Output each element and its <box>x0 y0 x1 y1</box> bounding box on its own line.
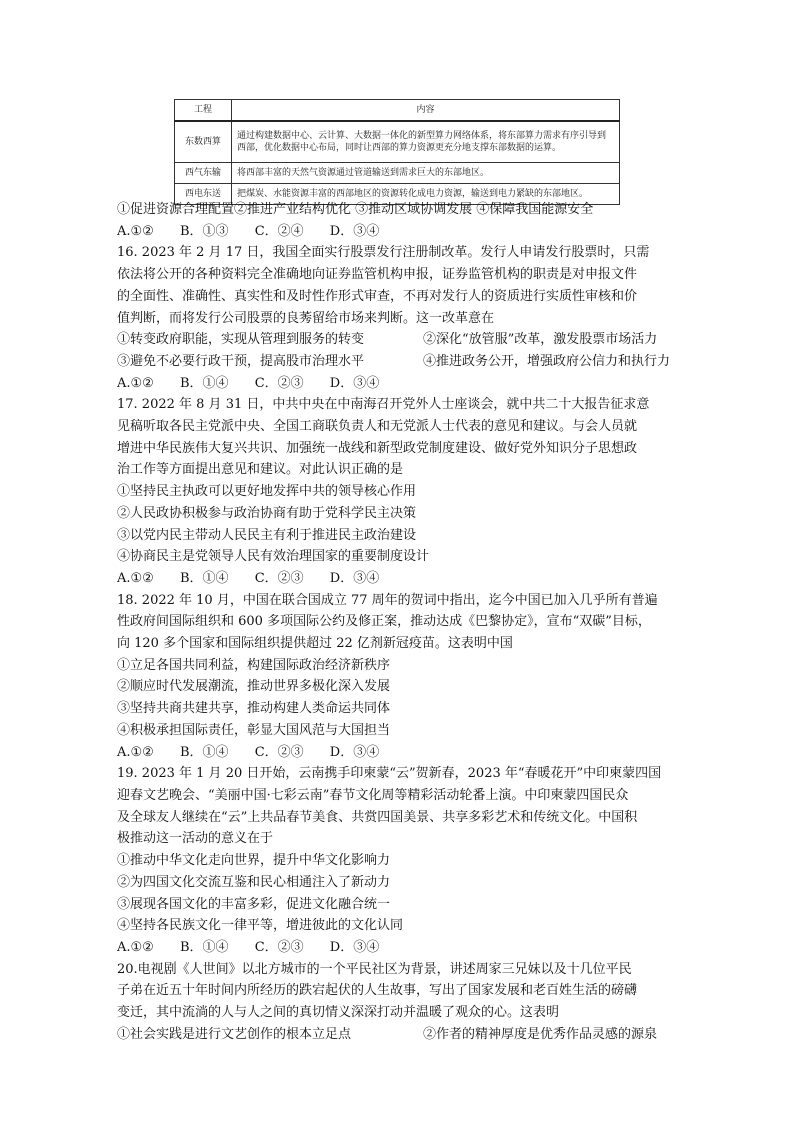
table-cell-content: 将西部丰富的天然气资源通过管道输送到需求巨大的东部地区。 <box>232 163 620 184</box>
question-stem-line: 迎春文艺晚会、“美丽中国·七彩云南”春节文化周等精彩活动轮番上演。中印柬蒙四国民众 <box>117 787 629 803</box>
statement-item: ④坚持各民族文化一律平等，增进彼此的文化认同 <box>117 918 404 934</box>
choice-b: B．①③ <box>179 223 229 239</box>
statement-item: ①坚持民主执政可以更好地发挥中共的领导核心作用 <box>117 484 417 500</box>
statement-row <box>117 1024 677 1046</box>
table-cell-name: 东数西算 <box>175 121 232 163</box>
question-20 <box>117 959 677 1046</box>
choice-d: D．③④ <box>329 939 380 955</box>
question-stem-line: 及全球友人继续在“云”上共品春节美食、共赏四国美景、共享多彩艺术和传统文化。中国积 <box>117 809 638 825</box>
statement-item: ④协商民主是党领导人民有效治理国家的重要制度设计 <box>117 549 430 565</box>
table-header-project: 工程 <box>175 100 232 122</box>
statement-item: ②为四国文化交流互鉴和民心相通注入了新动力 <box>117 874 391 890</box>
statement-item: ①推动中华文化走向世界，提升中华文化影响力 <box>117 853 391 869</box>
choice-c: C．②③ <box>254 744 304 760</box>
question-stem-line: 20.电视剧《人世间》以北方城市的一个平民社区为背景，讲述周家三兄妹以及十几位平民 <box>117 961 632 977</box>
table-header-row <box>175 100 620 122</box>
statement-item: ④积极承担国际责任，彰显大国风范与大国担当 <box>117 722 391 738</box>
question-stem-line: 依法将公开的各种资料完全准确地向证券监管机构申报，证券监管机构的职责是对申报文件 <box>117 267 638 283</box>
choice-a: A.①② <box>117 939 154 955</box>
choice-d: D．③④ <box>329 223 380 239</box>
question-stem-line: 的全面性、准确性、真实性和及时性作形式审查，不再对发行人的资质进行实质性审核和价 <box>117 288 638 304</box>
question-18 <box>117 590 677 764</box>
statement-item: ②深化“放管服”改革，激发股票市场活力 <box>423 332 658 348</box>
table-row <box>175 121 620 163</box>
question-16 <box>117 242 677 394</box>
q17-choices <box>117 568 677 590</box>
statement-item: ③展现各国文化的丰富多彩，促进文化融合统一 <box>117 896 391 912</box>
table-cell-name: 西气东输 <box>175 163 232 184</box>
statement-item: ②人民政协积极参与政治协商有助于党科学民主决策 <box>117 505 417 521</box>
q15-options-line: ①促进资源合理配置②推进产业结构优化 ③推动区域协调发展 ④保障我国能源安全 <box>117 202 594 217</box>
q15-choices <box>117 221 677 243</box>
question-stem-line: 16. 2023 年 2 月 17 日，我国全面实行股票发行注册制改革。发行人申请发行股票时，只需 <box>117 245 650 261</box>
statement-item: ③以党内民主带动人民民主有利于推进民主政治建设 <box>117 527 417 543</box>
question-17 <box>117 394 677 589</box>
question-stem-line: 性政府间国际组织和 600 多项国际公约及修正案，推动达成《巴黎协定》，宣布“双碳”目标， <box>117 614 651 630</box>
choice-b: B．①④ <box>179 744 229 760</box>
project-table-container <box>174 99 620 205</box>
choice-c: C．②③ <box>254 939 304 955</box>
choice-b: B．①④ <box>179 375 229 391</box>
statement-item: ①社会实践是进行文艺创作的根本立足点 <box>117 1026 352 1042</box>
statement-row <box>117 351 677 373</box>
choice-c: C．②③ <box>254 375 304 391</box>
choice-b: B．①④ <box>179 939 229 955</box>
choice-a: A.①② <box>117 223 154 239</box>
statement-item: ①立足各国共同利益，构建国际政治经济新秩序 <box>117 657 391 673</box>
statement-row <box>117 329 677 351</box>
question-stem-line: 见稿听取各民主党派中央、全国工商联负责人和无党派人士代表的意见和建议。与会人员就 <box>117 419 638 435</box>
choice-d: D．③④ <box>329 570 380 586</box>
question-stem-line: 值判断，而将发行公司股票的良莠留给市场来判断。这一改革意在 <box>117 310 495 326</box>
q18-choices <box>117 742 677 764</box>
choice-a: A.①② <box>117 744 154 760</box>
question-stem-line: 向 120 多个国家和国际组织提供超过 22 亿剂新冠疫苗。这表明中国 <box>117 636 513 652</box>
table-cell-content: 通过构建数据中心、云计算、大数据一体化的新型算力网络体系，将东部算力需求有序引导到西部，优化数据中心布局，同时让西部的算力资源更充分地支撑东部数据的运算。 <box>232 121 620 163</box>
question-stem-line: 变迁，其中流淌的人与人之间的真切情义深深打动并温暖了观众的心。这表明 <box>117 1005 560 1021</box>
q16-choices <box>117 373 677 395</box>
question-stem-line: 极推动这一活动的意义在于 <box>117 831 274 847</box>
statement-item: ①转变政府职能，实现从管理到服务的转变 <box>117 332 365 348</box>
choice-a: A.①② <box>117 375 154 391</box>
statement-item: ②顺应时代发展潮流，推动世界多极化深入发展 <box>117 679 391 695</box>
table-cell-content: 把煤炭、水能资源丰富的西部地区的资源转化成电力资源，输送到电力紧缺的东部地区。 <box>232 184 620 205</box>
question-stem-line: 子弟在近五十年时间内所经历的跌宕起伏的人生故事，写出了国家发展和老百姓生活的磅礴 <box>117 983 638 999</box>
question-stem-line: 17. 2022 年 8 月 31 日，中共中央在中南海召开党外人士座谈会，就中共二十大报告征求意 <box>117 397 650 413</box>
statement-item: ④推进政务公开，增强政府公信力和执行力 <box>423 353 671 369</box>
choice-c: C．②③ <box>254 570 304 586</box>
statement-item: ③坚持共商共建共享，推动构建人类命运共同体 <box>117 701 391 717</box>
question-content <box>117 199 677 1045</box>
choice-d: D．③④ <box>329 375 380 391</box>
question-stem-line: 治工作等方面提出意见和建议。对此认识正确的是 <box>117 462 404 478</box>
choice-d: D．③④ <box>329 744 380 760</box>
question-stem-line: 增进中华民族伟大复兴共识、加强统一战线和新型政党制度建设、做好党外知识分子思想政 <box>117 440 638 456</box>
q19-choices <box>117 937 677 959</box>
question-stem-line: 18. 2022 年 10 月，中国在联合国成立 77 周年的贺词中指出，迄今中国已加入几乎所有普遍 <box>117 592 658 608</box>
table-cell-name: 西电东送 <box>175 184 232 205</box>
question-stem-line: 19. 2023 年 1 月 20 日开始，云南携手印柬蒙“云”贺新春，2023 年“春暖花开”中印柬蒙四国 <box>117 766 662 782</box>
statement-item: ②作者的精神厚度是优秀作品灵感的源泉 <box>423 1026 658 1042</box>
choice-a: A.①② <box>117 570 154 586</box>
project-table <box>174 99 620 205</box>
choice-b: B．①④ <box>179 570 229 586</box>
table-header-content: 内容 <box>232 100 620 122</box>
table-row <box>175 163 620 184</box>
question-19 <box>117 763 677 958</box>
statement-item: ③避免不必要行政干预，提高股市治理水平 <box>117 353 365 369</box>
choice-c: C．②④ <box>254 223 304 239</box>
